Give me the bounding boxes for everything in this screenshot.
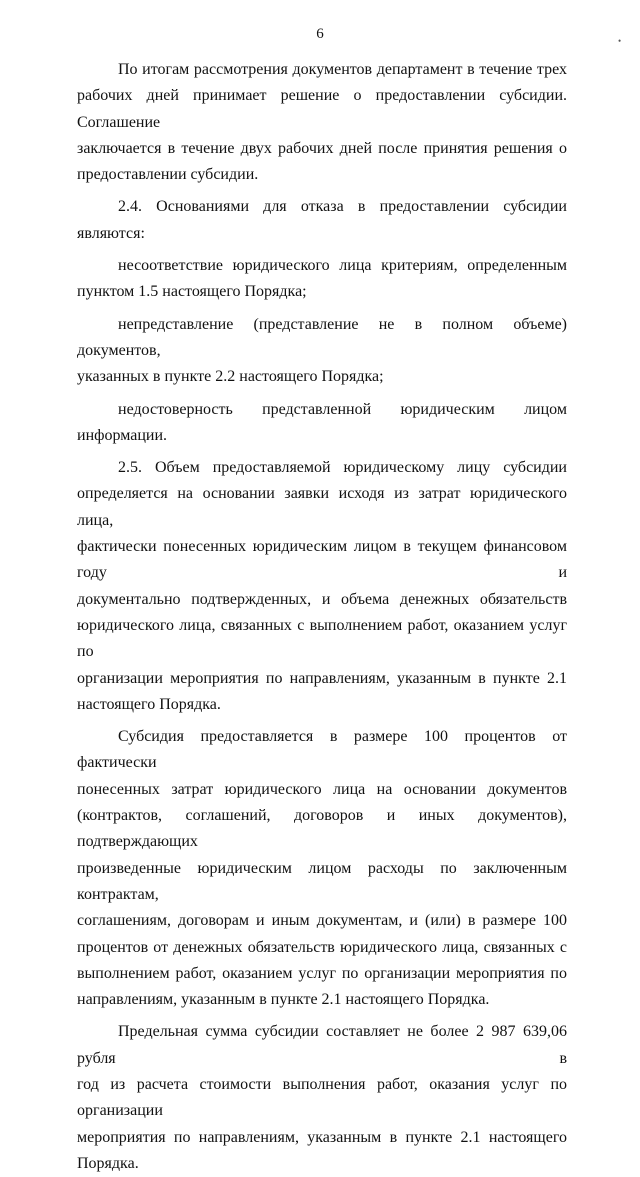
paragraph-2-4-heading xyxy=(77,194,567,247)
text-line: недостоверность представленной юридическим лицом информации. xyxy=(77,400,567,444)
text-line: указанных в пункте 2.2 настоящего Порядка; xyxy=(77,368,384,386)
text-line: рабочих дней принимает решение о предоставлении субсидии. Соглашение xyxy=(77,87,567,131)
text-line: 2.4. Основаниями для отказа в предоставлении субсидии являются: xyxy=(77,198,567,242)
paragraph-refusal-information xyxy=(77,397,567,450)
text-line: фактически понесенных юридическим лицом в текущем финансовом году и xyxy=(77,538,567,582)
text-line: Предельная сумма субсидии составляет не более 2 987 639,06 рубля в xyxy=(77,1023,567,1067)
text-line: документально подтвержденных, и объема денежных обязательств xyxy=(77,590,567,608)
paragraph-subsidy-amount xyxy=(77,724,567,1013)
paragraph-refusal-documents xyxy=(77,312,567,391)
text-line: пунктом 1.5 настоящего Порядка; xyxy=(77,283,307,301)
paragraph-review-decision xyxy=(77,57,567,188)
text-line: настоящего Порядка. xyxy=(77,695,221,713)
text-line: несоответствие юридического лица критериям, определенным xyxy=(118,257,567,275)
text-line: 2.5. Объем предоставляемой юридическому лицу субсидии xyxy=(118,459,567,477)
text-line: Субсидия предоставляется в размере 100 процентов от фактически xyxy=(77,728,567,772)
text-line: процентов от денежных обязательств юридического лица, связанных с xyxy=(77,938,567,956)
text-line: определяется на основании заявки исходя из затрат юридического лица, xyxy=(77,485,567,529)
text-line: понесенных затрат юридического лица на основании документов xyxy=(77,780,567,798)
text-line: соглашениям, договорам и иным документам, и (или) в размере 100 xyxy=(77,912,567,930)
page-number: 6 xyxy=(316,26,324,42)
text-line: (контрактов, соглашений, договоров и иных документов), подтверждающих xyxy=(77,807,567,851)
text-line: год из расчета стоимости выполнения работ, оказания услуг по организации xyxy=(77,1075,567,1120)
text-line: мероприятия по направлениям, указанным в пункте 2.1 настоящего xyxy=(77,1128,567,1146)
paragraph-maximum-amount xyxy=(77,1019,567,1177)
text-line: Порядка. xyxy=(77,1154,139,1172)
text-line: направлениям, указанным в пункте 2.1 настоящего Порядка. xyxy=(77,991,490,1009)
paragraph-refusal-criteria xyxy=(77,253,567,306)
text-line: предоставлении субсидии. xyxy=(77,166,259,184)
text-line: организации мероприятия по направлениям, указанным в пункте 2.1 xyxy=(77,669,567,687)
document-body xyxy=(77,57,567,1177)
text-line: выполнением работ, оказанием услуг по организации мероприятия по xyxy=(77,964,567,982)
text-line: непредставление (представление не в полном объеме) документов, xyxy=(77,315,567,359)
text-line: заключается в течение двух рабочих дней после принятия решения о xyxy=(77,139,567,157)
text-line: юридического лица, связанных с выполнением работ, оказанием услуг по xyxy=(77,616,567,661)
text-line: По итогам рассмотрения документов департамент в течение трех xyxy=(118,61,567,78)
text-line: произведенные юридическим лицом расходы по заключенным контрактам, xyxy=(77,859,567,903)
paragraph-2-5-volume xyxy=(77,455,567,718)
scan-mark: • xyxy=(618,36,622,46)
